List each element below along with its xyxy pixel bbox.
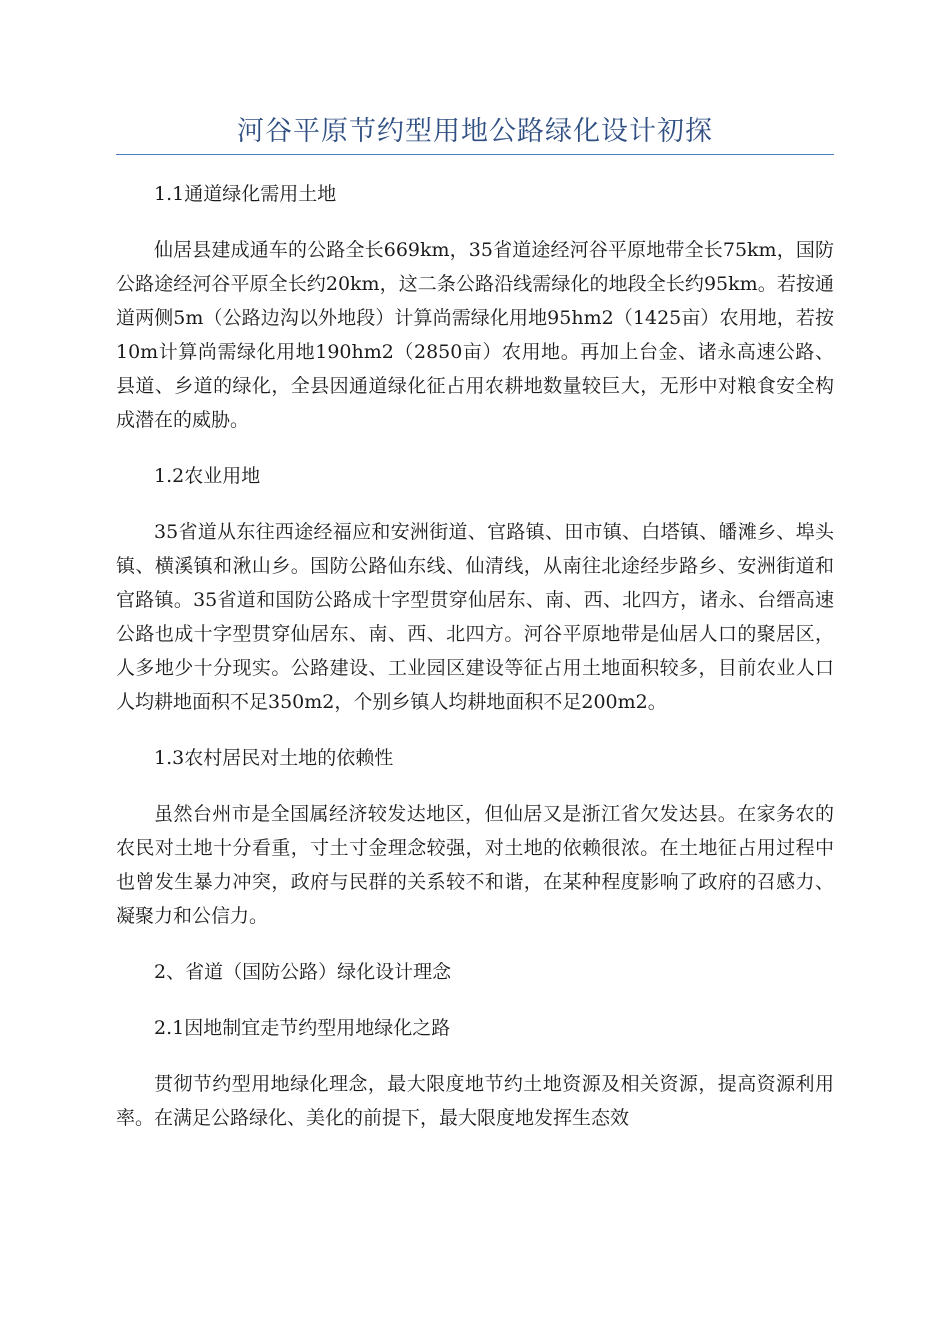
body-paragraph: 贯彻节约型用地绿化理念，最大限度地节约土地资源及相关资源，提高资源利用率。在满足公路绿化、美化的前提下，最大限度地发挥生态效: [116, 1073, 834, 1129]
body-paragraph: 仙居县建成通车的公路全长669km，35省道途经河谷平原地带全长75km，国防公路途经河谷平原全长约20km，这二条公路沿线需绿化的地段全长约95km。若按通道两侧5m（公路边沟以外地段）计算尚需绿化用地95hm2（1425亩）农用地，若按10m计算尚需绿化用地190hm2（2850亩）农用地。再加上台金、诸永高速公路、县道、乡道的绿化，全县因通道绿化征占用农耕地数量较巨大，无形中对粮食安全构成潜在的威胁。: [116, 239, 834, 431]
section-heading: 1.3农村居民对土地的依赖性: [154, 747, 394, 769]
section-heading: 1.2农业用地: [154, 465, 261, 487]
section-heading: 2、省道（国防公路）绿化设计理念: [154, 961, 452, 983]
section-heading: 2.1因地制宜走节约型用地绿化之路: [154, 1017, 451, 1039]
document-title: 河谷平原节约型用地公路绿化设计初探: [237, 116, 713, 147]
section-heading: 1.1通道绿化需用土地: [154, 183, 337, 205]
title-underline: [116, 154, 834, 155]
body-paragraph: 35省道从东往西途经福应和安洲街道、官路镇、田市镇、白塔镇、皤滩乡、埠头镇、横溪镇和湫山乡。国防公路仙东线、仙清线，从南往北途经步路乡、安洲街道和官路镇。35省道和国防公路成十字型贯穿仙居东、南、西、北四方，诸永、台缙高速公路也成十字型贯穿仙居东、南、西、北四方。河谷平原地带是仙居人口的聚居区，人多地少十分现实。公路建设、工业园区建设等征占用土地面积较多，目前农业人口人均耕地面积不足350m2，个别乡镇人均耕地面积不足200m2。: [116, 521, 834, 713]
body-paragraph: 虽然台州市是全国属经济较发达地区，但仙居又是浙江省欠发达县。在家务农的农民对土地十分看重，寸土寸金理念较强，对土地的依赖很浓。在土地征占用过程中也曾发生暴力冲突，政府与民群的关系较不和谐，在某种程度影响了政府的召感力、凝聚力和公信力。: [116, 803, 834, 927]
document-body: [116, 177, 834, 1157]
